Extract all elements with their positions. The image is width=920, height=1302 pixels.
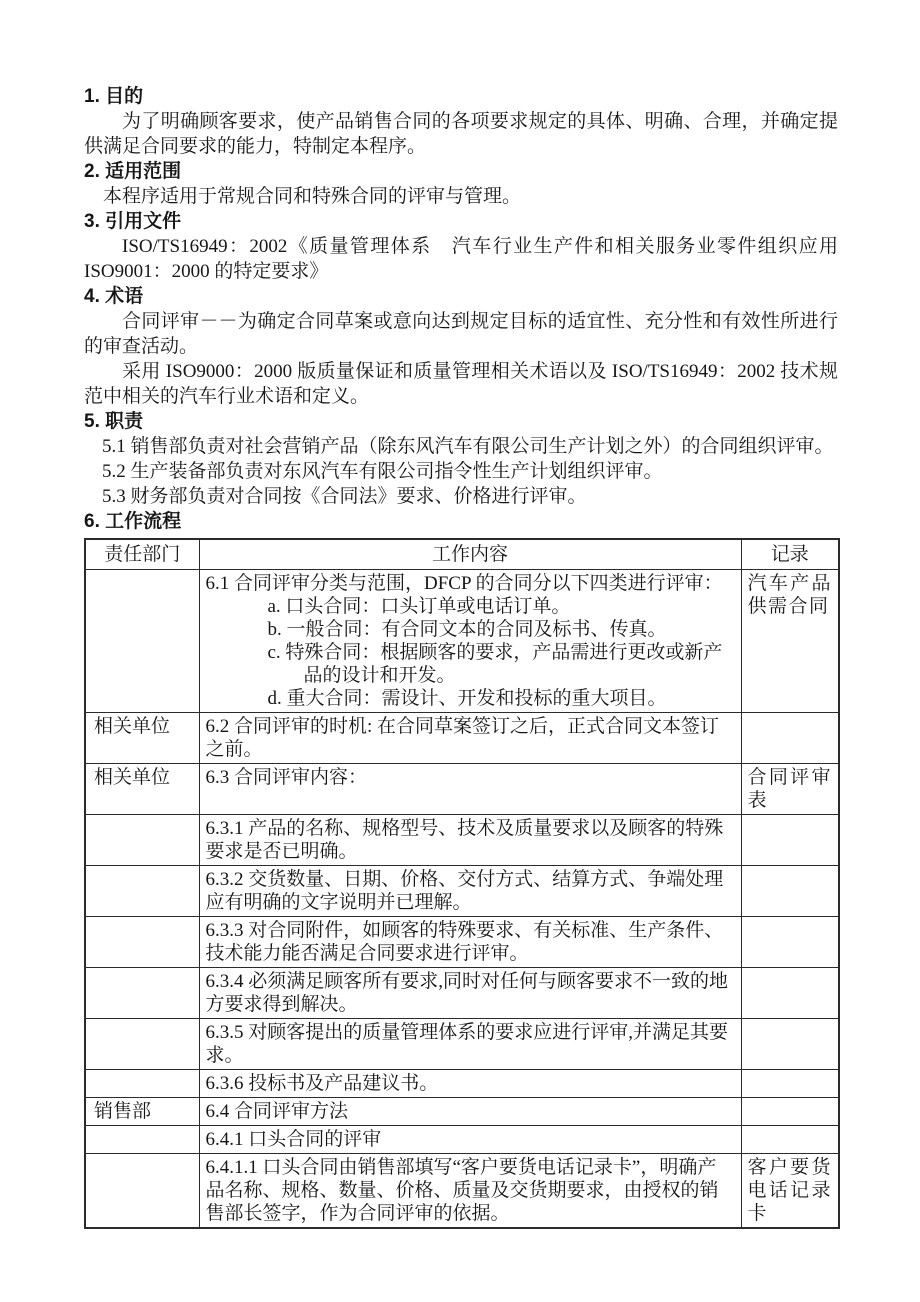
responsibility-item: 5.2 生产装备部负责对东风汽车有限公司指令性生产计划组织评审。 [102,461,663,482]
column-header-department: 责任部门 [85,539,199,570]
content-subitem: a. 口头合同：口头订单或电话订单。 [267,596,571,617]
table-row [85,1126,839,1154]
content-cell: 6.3.3 对合同附件，如顾客的特殊要求、有关标准、生产条件、技术能力能否满足合同要求进行评审。 [199,917,741,968]
content-cell [199,570,741,713]
terms-paragraph-1: 合同评审－－为确定合同草案或意向达到规定目标的适宜性、充分性和有效性所进行的审查活动。 [84,311,838,357]
content-subitem: b. 一般合同：有合同文本的合同及标书、传真。 [267,619,667,640]
content-cell: 6.3.1 产品的名称、规格型号、技术及质量要求以及顾客的特殊要求是否已明确。 [199,815,741,866]
record-cell [741,1019,839,1070]
dept-cell: 相关单位 [85,713,199,764]
references-paragraph: ISO/TS16949：2002《质量管理体系 汽车行业生产件和相关服务业零件组织应用 ISO9001：2000 的特定要求》 [84,236,838,282]
table-row [85,713,839,764]
section-heading-terms: 4. 术语 [84,286,144,307]
dept-cell [85,1070,199,1098]
table-row [85,866,839,917]
dept-cell [85,968,199,1019]
table-row [85,1070,839,1098]
scope-paragraph: 本程序适用于常规合同和特殊合同的评审与管理。 [103,186,522,207]
record-cell [741,1126,839,1154]
section-heading-purpose: 1. 目的 [84,86,144,107]
workflow-table [84,538,840,1229]
content-cell: 6.2 合同评审的时机: 在合同草案签订之后，正式合同文本签订之前。 [199,713,741,764]
table-row [85,570,839,713]
table-row [85,1154,839,1229]
responsibility-item: 5.3 财务部负责对合同按《合同法》要求、价格进行评审。 [102,486,587,507]
content-cell: 6.3.5 对顾客提出的质量管理体系的要求应进行评审,并满足其要求。 [199,1019,741,1070]
content-cell: 6.3.2 交货数量、日期、价格、交付方式、结算方式、争端处理应有明确的文字说明并已理解。 [199,866,741,917]
record-cell [741,1070,839,1098]
table-header-row [85,539,839,570]
dept-cell [85,570,199,713]
content-cell: 6.4 合同评审方法 [199,1098,741,1126]
record-cell [741,815,839,866]
section-heading-references: 3. 引用文件 [84,211,182,232]
dept-cell: 相关单位 [85,764,199,815]
record-cell [741,713,839,764]
dept-cell [85,1019,199,1070]
record-cell: 客户要货电话记录卡 [741,1154,839,1229]
responsibility-item: 5.1 销售部负责对社会营销产品（除东风汽车有限公司生产计划之外）的合同组织评审。 [102,436,834,457]
record-cell [741,917,839,968]
dept-cell: 销售部 [85,1098,199,1126]
dept-cell [85,1126,199,1154]
record-cell [741,866,839,917]
table-row [85,968,839,1019]
record-cell [741,1098,839,1126]
dept-cell [85,815,199,866]
dept-cell [85,1154,199,1229]
table-row [85,917,839,968]
terms-paragraph-2: 采用 ISO9000：2000 版质量保证和质量管理相关术语以及 ISO/TS16949：2002 技术规范中相关的汽车行业术语和定义。 [84,361,838,407]
table-row [85,1098,839,1126]
column-header-record: 记录 [741,539,839,570]
content-line: 6.1 合同评审分类与范围，DFCP 的合同分以下四类进行评审： [205,573,723,594]
content-subitem: d. 重大合同：需设计、开发和投标的重大项目。 [267,688,667,709]
content-cell: 6.4.1 口头合同的评审 [199,1126,741,1154]
content-subitem: c. 特殊合同：根据顾客的要求，产品需进行更改或新产品的设计和开发。 [267,642,723,686]
column-header-work-content: 工作内容 [199,539,741,570]
dept-cell [85,866,199,917]
content-cell: 6.4.1.1 口头合同由销售部填写“客户要货电话记录卡”，明确产品名称、规格、数量、价格、质量及交货期要求，由授权的销售部长签字，作为合同评审的依据。 [199,1154,741,1229]
section-heading-responsibilities: 5. 职责 [84,411,144,432]
section-heading-scope: 2. 适用范围 [84,161,182,182]
content-cell: 6.3 合同评审内容： [199,764,741,815]
content-cell: 6.3.4 必须满足顾客所有要求,同时对任何与顾客要求不一致的地方要求得到解决。 [199,968,741,1019]
purpose-paragraph: 为了明确顾客要求，使产品销售合同的各项要求规定的具体、明确、合理，并确定提供满足合同要求的能力，特制定本程序。 [84,111,838,157]
record-cell [741,968,839,1019]
section-heading-workflow: 6. 工作流程 [84,511,182,532]
table-row [85,764,839,815]
dept-cell [85,917,199,968]
record-cell: 合同评审表 [741,764,839,815]
content-cell: 6.3.6 投标书及产品建议书。 [199,1070,741,1098]
table-row [85,1019,839,1070]
record-cell: 汽车产品供需合同 [741,570,839,713]
table-row [85,815,839,866]
